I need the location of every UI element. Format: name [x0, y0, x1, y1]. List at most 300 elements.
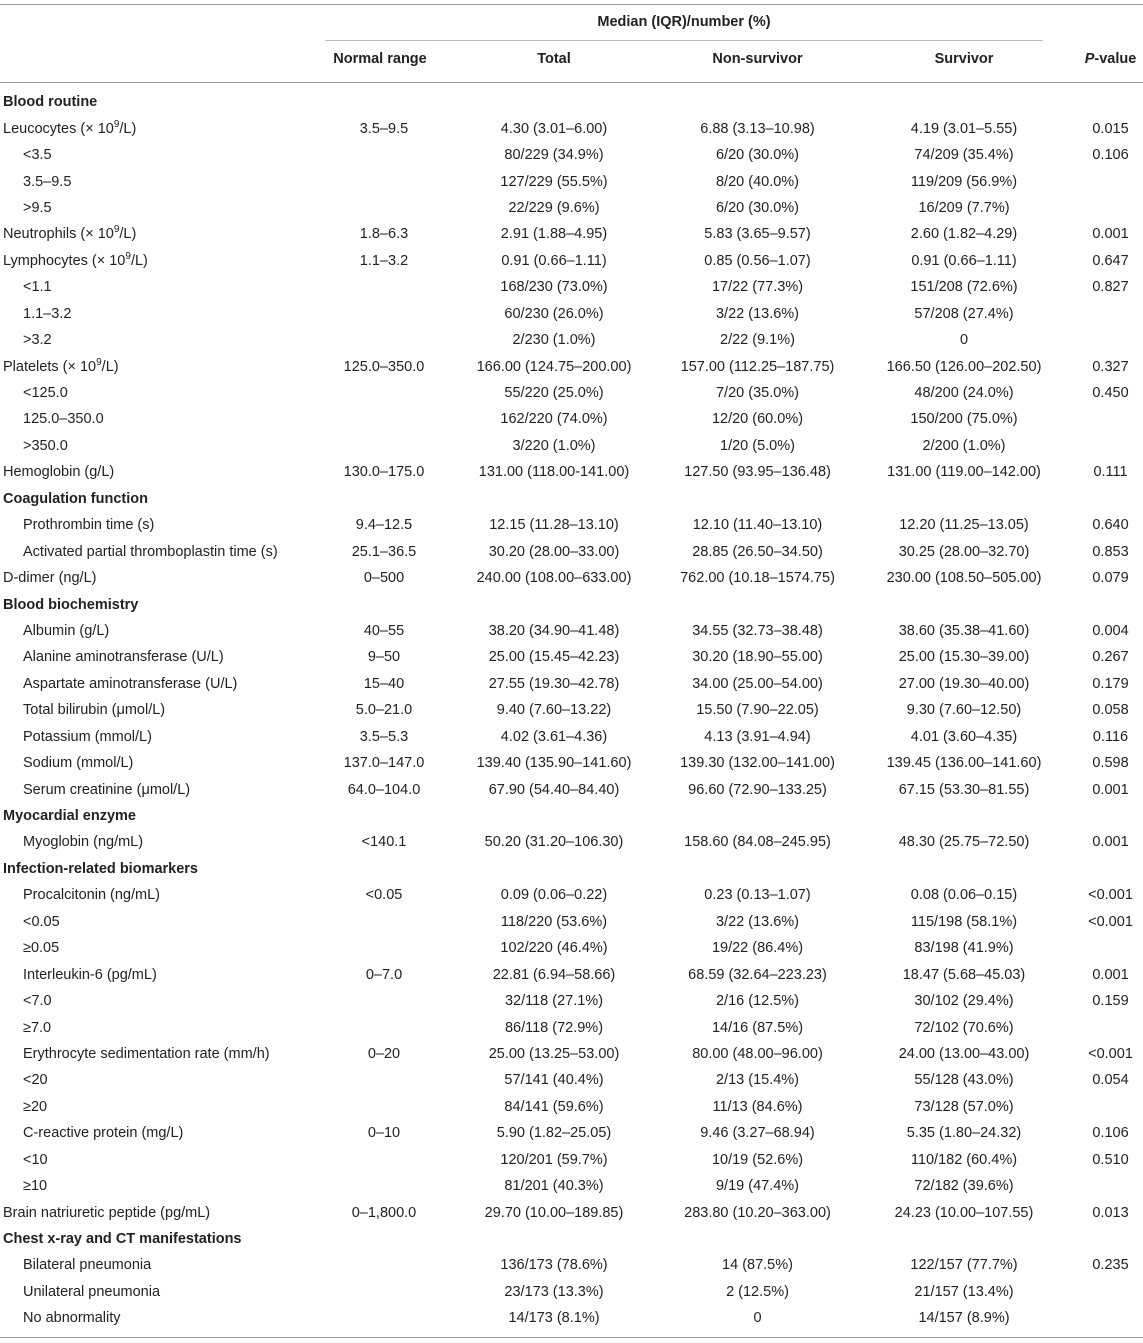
total-cell: 120/201 (59.7%) — [500, 1151, 608, 1168]
normal-range-cell — [325, 1014, 443, 1040]
p-value-cell: 0.598 — [1092, 755, 1129, 772]
top-rule — [0, 4, 1143, 5]
survivor-cell: 2/200 (1.0%) — [922, 437, 1006, 454]
total-cell: 166.00 (124.75–200.00) — [476, 358, 632, 375]
row-label — [0, 195, 325, 221]
row-label — [0, 406, 325, 432]
table-row — [0, 1014, 1143, 1040]
non-survivor-cell: 15.50 (7.90–22.05) — [696, 702, 819, 719]
non-survivor-cell: 2/13 (15.4%) — [715, 1072, 800, 1089]
non-survivor-cell: 19/22 (86.4%) — [711, 940, 804, 957]
row-label-text: <7.0 — [23, 993, 52, 1010]
non-survivor-cell: 9.46 (3.27–68.94) — [700, 1125, 815, 1142]
row-label — [0, 142, 325, 168]
normal-range-cell — [325, 1147, 443, 1173]
total-cell: 30.20 (28.00–33.00) — [488, 543, 620, 560]
p-value-cell — [1078, 433, 1143, 459]
normal-range-cell: 25.1–36.5 — [351, 543, 417, 560]
survivor-cell: 131.00 (119.00–142.00) — [887, 464, 1041, 481]
normal-range-cell: 137.0–147.0 — [343, 755, 425, 772]
row-label — [0, 459, 325, 485]
row-label — [0, 961, 325, 987]
total-cell: 162/220 (74.0%) — [500, 411, 608, 428]
normal-range-cell: 1.1–3.2 — [359, 252, 409, 269]
row-label-text: Platelets (× 10 — [3, 358, 97, 375]
row-label — [0, 301, 325, 327]
survivor-cell: 122/157 (77.7%) — [910, 1257, 1018, 1274]
table-row — [0, 195, 1143, 221]
total-cell: 60/230 (26.0%) — [504, 305, 604, 322]
non-survivor-cell: 3/22 (13.6%) — [715, 913, 800, 930]
table-row — [0, 1252, 1143, 1278]
p-value-cell — [1078, 1305, 1143, 1331]
table-row — [0, 142, 1143, 168]
row-label — [0, 248, 325, 274]
non-survivor-cell: 8/20 (40.0%) — [715, 173, 800, 190]
row-label — [0, 882, 325, 908]
non-survivor-cell: 12.10 (11.40–13.10) — [692, 517, 823, 534]
bottom-rule — [0, 1337, 1143, 1338]
total-cell: 5.90 (1.82–25.05) — [496, 1125, 612, 1142]
row-label — [0, 1041, 325, 1067]
normal-range-cell — [325, 301, 443, 327]
p-value-cell: 0.159 — [1092, 993, 1129, 1010]
survivor-cell: 73/128 (57.0%) — [914, 1098, 1014, 1115]
survivor-cell: 12.20 (11.25–13.05) — [899, 517, 1029, 534]
survivor-cell: 55/128 (43.0%) — [914, 1072, 1014, 1089]
p-value-cell: 0.853 — [1092, 543, 1129, 560]
table-body — [0, 89, 1143, 1332]
p-value-cell: 0.179 — [1092, 675, 1129, 692]
normal-range-cell — [325, 909, 443, 935]
survivor-cell: 139.45 (136.00–141.60) — [886, 755, 1042, 772]
section-title: Myocardial enzyme — [3, 808, 136, 825]
table-row — [0, 961, 1143, 987]
row-label-text: ≥10 — [23, 1178, 48, 1195]
row-label — [0, 1279, 325, 1305]
row-label-text: Neutrophils (× 10 — [3, 226, 114, 243]
non-survivor-cell: 17/22 (77.3%) — [711, 279, 804, 296]
normal-range-cell: 9–50 — [367, 649, 401, 666]
row-label-text: ≥7.0 — [23, 1019, 52, 1036]
normal-range-cell — [325, 1305, 443, 1331]
table-row — [0, 565, 1143, 591]
row-label-superscript: 9 — [96, 356, 102, 368]
normal-range-cell: 0–10 — [367, 1125, 401, 1142]
row-label-superscript: 9 — [113, 224, 120, 236]
normal-range-cell — [325, 988, 443, 1014]
col-header-p-value — [1078, 51, 1143, 67]
non-survivor-cell: 2/22 (9.1%) — [720, 332, 795, 349]
total-cell: 118/220 (53.6%) — [500, 913, 608, 930]
normal-range-cell — [325, 380, 443, 406]
non-survivor-cell: 5.83 (3.65–9.57) — [704, 226, 811, 243]
table-row — [0, 697, 1143, 723]
normal-range-cell — [325, 433, 443, 459]
total-cell: 12.15 (11.28–13.10) — [489, 517, 619, 534]
total-cell: 2/230 (1.0%) — [512, 332, 596, 349]
p-value-cell: 0.001 — [1092, 781, 1129, 798]
row-label-text: 125.0–350.0 — [23, 411, 104, 428]
row-label-text: Albumin (g/L) — [23, 622, 110, 639]
non-survivor-cell: 12/20 (60.0%) — [711, 411, 804, 428]
total-cell: 23/173 (13.3%) — [504, 1283, 604, 1300]
total-cell: 136/173 (78.6%) — [500, 1257, 608, 1274]
p-value-cell — [1078, 406, 1143, 432]
survivor-cell: 0 — [959, 332, 969, 349]
p-value-cell: 0.015 — [1092, 120, 1129, 137]
row-label — [0, 724, 325, 750]
normal-range-cell: 0–20 — [367, 1045, 401, 1062]
survivor-cell: 25.00 (15.30–39.00) — [898, 649, 1030, 666]
survivor-cell: 27.00 (19.30–40.00) — [898, 675, 1030, 692]
row-label — [0, 671, 325, 697]
p-value-cell — [1078, 1014, 1143, 1040]
col-header-normal-range: Normal range — [333, 51, 427, 67]
section-row — [0, 856, 1143, 882]
row-label-text: Brain natriuretic peptide (pg/mL) — [3, 1204, 211, 1221]
total-cell: 0.09 (0.06–0.22) — [500, 887, 608, 904]
non-survivor-cell: 9/19 (47.4%) — [715, 1178, 800, 1195]
total-cell: 84/141 (59.6%) — [504, 1098, 604, 1115]
section-title: Blood biochemistry — [3, 596, 139, 613]
row-label-text: Sodium (mmol/L) — [23, 755, 134, 772]
total-cell: 22/229 (9.6%) — [508, 199, 600, 216]
normal-range-cell — [325, 168, 443, 194]
p-value-cell: 0.827 — [1092, 279, 1129, 296]
non-survivor-cell: 127.50 (93.95–136.48) — [684, 464, 831, 481]
row-label — [0, 1147, 325, 1173]
row-label-text: ≥20 — [23, 1098, 48, 1115]
total-cell: 38.20 (34.90–41.48) — [488, 622, 620, 639]
row-label — [0, 168, 325, 194]
non-survivor-cell: 14 (87.5%) — [722, 1257, 793, 1274]
non-survivor-cell: 2 (12.5%) — [726, 1283, 789, 1300]
survivor-cell: 24.00 (13.00–43.00) — [898, 1045, 1030, 1062]
normal-range-cell: <140.1 — [361, 834, 407, 851]
table-row — [0, 327, 1143, 353]
non-survivor-cell: 34.55 (32.73–38.48) — [692, 622, 823, 639]
normal-range-cell — [325, 327, 443, 353]
row-label-text: C-reactive protein (mg/L) — [23, 1125, 184, 1142]
row-label — [0, 1067, 325, 1093]
total-cell: 86/118 (72.9%) — [504, 1019, 604, 1036]
normal-range-cell — [325, 1067, 443, 1093]
survivor-cell: 48/200 (24.0%) — [914, 385, 1014, 402]
total-cell: 67.90 (54.40–84.40) — [488, 781, 620, 798]
survivor-cell: 57/208 (27.4%) — [914, 305, 1014, 322]
total-cell: 27.55 (19.30–42.78) — [488, 675, 620, 692]
row-label — [0, 618, 325, 644]
total-cell: 168/230 (73.0%) — [500, 279, 608, 296]
survivor-cell: 230.00 (108.50–505.00) — [886, 570, 1042, 587]
row-label-text: No abnormality — [23, 1310, 121, 1327]
non-survivor-cell: 6/20 (30.0%) — [715, 147, 800, 164]
table-row — [0, 935, 1143, 961]
non-survivor-cell: 4.13 (3.91–4.94) — [704, 728, 811, 745]
row-label — [0, 1120, 325, 1146]
normal-range-cell: 9.4–12.5 — [355, 517, 413, 534]
row-label-text: Alanine aminotransferase (U/L) — [23, 649, 224, 666]
row-label-text: <0.05 — [23, 913, 60, 930]
p-value-cell: 0.106 — [1092, 147, 1129, 164]
total-cell: 4.30 (3.01–6.00) — [500, 120, 608, 137]
table-row — [0, 829, 1143, 855]
total-cell: 55/220 (25.0%) — [504, 385, 604, 402]
table-row — [0, 882, 1143, 908]
survivor-cell: 38.60 (35.38–41.60) — [898, 622, 1030, 639]
row-label-text: <10 — [23, 1151, 48, 1168]
survivor-cell: 151/208 (72.6%) — [910, 279, 1018, 296]
normal-range-cell — [325, 935, 443, 961]
table-row — [0, 988, 1143, 1014]
non-survivor-cell: 6.88 (3.13–10.98) — [700, 120, 815, 137]
survivor-cell: 119/209 (56.9%) — [910, 173, 1018, 190]
col-header-total: Total — [537, 51, 571, 67]
row-label — [0, 512, 325, 538]
total-cell: 0.91 (0.66–1.11) — [501, 252, 607, 269]
col-header-survivor: Survivor — [934, 51, 994, 67]
p-value-cell — [1078, 301, 1143, 327]
table-row — [0, 115, 1143, 141]
p-value-cell — [1078, 935, 1143, 961]
survivor-cell: 110/182 (60.4%) — [910, 1151, 1018, 1168]
table-row — [0, 512, 1143, 538]
p-value-cell — [1078, 168, 1143, 194]
row-label-suffix: /L) — [119, 120, 137, 137]
section-title: Blood routine — [3, 94, 98, 111]
normal-range-cell: 5.0–21.0 — [355, 702, 413, 719]
table-row — [0, 671, 1143, 697]
table-row — [0, 380, 1143, 406]
p-value-cell: 0.001 — [1092, 966, 1129, 983]
non-survivor-cell: 158.60 (84.08–245.95) — [684, 834, 831, 851]
non-survivor-cell: 96.60 (72.90–133.25) — [688, 781, 827, 798]
total-cell: 50.20 (31.20–106.30) — [484, 834, 624, 851]
survivor-cell: 150/200 (75.0%) — [910, 411, 1018, 428]
total-cell: 102/220 (46.4%) — [500, 940, 608, 957]
row-label — [0, 750, 325, 776]
table-row — [0, 1041, 1143, 1067]
table-row — [0, 353, 1143, 379]
row-label — [0, 274, 325, 300]
p-value-cell: 0.001 — [1092, 226, 1129, 243]
survivor-cell: 48.30 (25.75–72.50) — [898, 834, 1030, 851]
survivor-cell: 14/157 (8.9%) — [918, 1310, 1010, 1327]
row-label — [0, 697, 325, 723]
row-label-text: ≥0.05 — [23, 940, 60, 957]
normal-range-cell — [325, 1173, 443, 1199]
group-header-rule — [325, 40, 1043, 41]
table-row — [0, 459, 1143, 485]
survivor-cell: 72/182 (39.6%) — [914, 1178, 1014, 1195]
survivor-cell: 30/102 (29.4%) — [914, 993, 1014, 1010]
group-header: Median (IQR)/number (%) — [597, 14, 771, 30]
row-label-text: Potassium (mmol/L) — [23, 728, 152, 745]
p-value-cell — [1078, 1279, 1143, 1305]
row-label-text: >9.5 — [23, 199, 52, 216]
p-suffix: -value — [1094, 51, 1137, 67]
total-cell: 81/201 (40.3%) — [504, 1178, 604, 1195]
section-row — [0, 591, 1143, 617]
table-row — [0, 909, 1143, 935]
row-label — [0, 115, 325, 141]
p-value-cell: 0.013 — [1092, 1204, 1129, 1221]
table-row — [0, 1120, 1143, 1146]
non-survivor-cell: 28.85 (26.50–34.50) — [692, 543, 823, 560]
total-cell: 139.40 (135.90–141.60) — [476, 755, 632, 772]
row-label — [0, 1305, 325, 1331]
row-label-text: Myoglobin (ng/mL) — [23, 834, 144, 851]
non-survivor-cell: 6/20 (30.0%) — [715, 199, 800, 216]
normal-range-cell — [325, 274, 443, 300]
survivor-cell: 0.08 (0.06–0.15) — [910, 887, 1018, 904]
survivor-cell: 5.35 (1.80–24.32) — [906, 1125, 1022, 1142]
normal-range-cell: 3.5–5.3 — [359, 728, 409, 745]
total-cell: 131.00 (118.00-141.00) — [478, 464, 630, 481]
total-cell: 25.00 (13.25–53.00) — [488, 1045, 620, 1062]
table-row — [0, 274, 1143, 300]
p-value-cell: 0.054 — [1092, 1072, 1129, 1089]
row-label — [0, 433, 325, 459]
non-survivor-cell: 0 — [753, 1310, 762, 1327]
row-label-text: Procalcitonin (ng/mL) — [23, 887, 160, 904]
survivor-cell: 21/157 (13.4%) — [914, 1283, 1014, 1300]
p-letter: P — [1084, 51, 1095, 67]
table-row — [0, 1067, 1143, 1093]
row-label — [0, 776, 325, 802]
survivor-cell: 115/198 (58.1%) — [910, 913, 1018, 930]
row-label-text: Bilateral pneumonia — [23, 1257, 152, 1274]
table-row — [0, 1199, 1143, 1225]
non-survivor-cell: 30.20 (18.90–55.00) — [692, 649, 823, 666]
normal-range-cell — [325, 195, 443, 221]
row-label-suffix: /L) — [101, 358, 119, 375]
p-value-cell: 0.640 — [1092, 517, 1129, 534]
section-row — [0, 803, 1143, 829]
row-label-suffix: /L) — [130, 252, 148, 269]
non-survivor-cell: 1/20 (5.0%) — [720, 437, 795, 454]
table-row — [0, 644, 1143, 670]
row-label — [0, 538, 325, 564]
total-cell: 14/173 (8.1%) — [508, 1310, 600, 1327]
total-cell: 2.91 (1.88–4.95) — [500, 226, 608, 243]
row-label-text: 1.1–3.2 — [23, 305, 72, 322]
non-survivor-cell: 0.23 (0.13–1.07) — [704, 887, 811, 904]
table-row — [0, 1173, 1143, 1199]
row-label-text: Activated partial thromboplastin time (s) — [23, 543, 278, 560]
survivor-cell: 0.91 (0.66–1.11) — [911, 252, 1017, 269]
row-label-text: Hemoglobin (g/L) — [3, 464, 115, 481]
table-row — [0, 538, 1143, 564]
survivor-cell: 4.01 (3.60–4.35) — [910, 728, 1018, 745]
total-cell: 22.81 (6.94–58.66) — [492, 966, 616, 983]
row-label-text: Prothrombin time (s) — [23, 517, 155, 534]
row-label — [0, 935, 325, 961]
normal-range-cell: 125.0–350.0 — [343, 358, 425, 375]
p-value-cell: 0.647 — [1092, 252, 1129, 269]
p-value-cell: 0.510 — [1092, 1151, 1129, 1168]
total-cell: 240.00 (108.00–633.00) — [476, 570, 632, 587]
survivor-cell: 2.60 (1.82–4.29) — [910, 226, 1018, 243]
normal-range-cell: 130.0–175.0 — [343, 464, 425, 481]
non-survivor-cell: 7/20 (35.0%) — [715, 385, 800, 402]
total-cell: 57/141 (40.4%) — [504, 1072, 604, 1089]
table-row — [0, 1147, 1143, 1173]
row-label — [0, 1252, 325, 1278]
row-label-text: >350.0 — [23, 437, 68, 454]
p-value-cell — [1078, 1094, 1143, 1120]
header-rule — [0, 82, 1143, 83]
total-cell: 25.00 (15.45–42.23) — [488, 649, 620, 666]
row-label-text: Total bilirubin (μmol/L) — [23, 702, 166, 719]
total-cell: 127/229 (55.5%) — [500, 173, 608, 190]
table-row — [0, 221, 1143, 247]
survivor-cell: 30.25 (28.00–32.70) — [898, 543, 1030, 560]
survivor-cell: 9.30 (7.60–12.50) — [906, 702, 1022, 719]
p-value-cell: 0.001 — [1092, 834, 1129, 851]
non-survivor-cell: 157.00 (112.25–187.75) — [680, 358, 835, 375]
p-value-cell — [1078, 195, 1143, 221]
non-survivor-cell: 0.85 (0.56–1.07) — [704, 252, 811, 269]
row-label — [0, 565, 325, 591]
non-survivor-cell: 11/13 (84.6%) — [712, 1098, 803, 1115]
table-row — [0, 1094, 1143, 1120]
section-row — [0, 1226, 1143, 1252]
table-row — [0, 248, 1143, 274]
row-label-text: Leucocytes (× 10 — [3, 120, 114, 137]
p-value-cell — [1078, 1173, 1143, 1199]
row-label-superscript: 9 — [125, 251, 131, 263]
non-survivor-cell: 3/22 (13.6%) — [715, 305, 800, 322]
row-label — [0, 327, 325, 353]
survivor-cell: 72/102 (70.6%) — [914, 1019, 1014, 1036]
non-survivor-cell: 762.00 (10.18–1574.75) — [680, 570, 835, 587]
table-row — [0, 1305, 1143, 1331]
p-value-cell: 0.111 — [1093, 464, 1128, 481]
p-value-cell: 0.058 — [1092, 702, 1129, 719]
row-label — [0, 644, 325, 670]
row-label — [0, 909, 325, 935]
table-row — [0, 1279, 1143, 1305]
row-label-suffix: /L) — [119, 226, 137, 243]
row-label-text: Lymphocytes (× 10 — [3, 252, 126, 269]
normal-range-cell: 40–55 — [363, 622, 405, 639]
normal-range-cell — [325, 142, 443, 168]
non-survivor-cell: 14/16 (87.5%) — [711, 1019, 804, 1036]
normal-range-cell: 0–1,800.0 — [351, 1204, 417, 1221]
total-cell: 3/220 (1.0%) — [512, 437, 596, 454]
p-value-cell: 0.235 — [1092, 1257, 1129, 1274]
normal-range-cell: 64.0–104.0 — [347, 781, 421, 798]
row-label-text: Interleukin-6 (pg/mL) — [23, 966, 157, 983]
non-survivor-cell: 34.00 (25.00–54.00) — [692, 675, 823, 692]
non-survivor-cell: 10/19 (52.6%) — [711, 1151, 804, 1168]
normal-range-cell — [325, 1279, 443, 1305]
row-label — [0, 380, 325, 406]
section-title: Coagulation function — [3, 490, 148, 507]
row-label-text: Serum creatinine (μmol/L) — [23, 781, 191, 798]
row-label — [0, 221, 325, 247]
survivor-cell: 166.50 (126.00–202.50) — [886, 358, 1042, 375]
table-row — [0, 750, 1143, 776]
row-label-superscript: 9 — [113, 118, 120, 130]
row-label — [0, 988, 325, 1014]
survivor-cell: 16/209 (7.7%) — [918, 199, 1010, 216]
row-label-text: >3.2 — [23, 332, 52, 349]
survivor-cell: 24.23 (10.00–107.55) — [894, 1204, 1034, 1221]
col-header-non-survivor: Non-survivor — [712, 51, 803, 67]
